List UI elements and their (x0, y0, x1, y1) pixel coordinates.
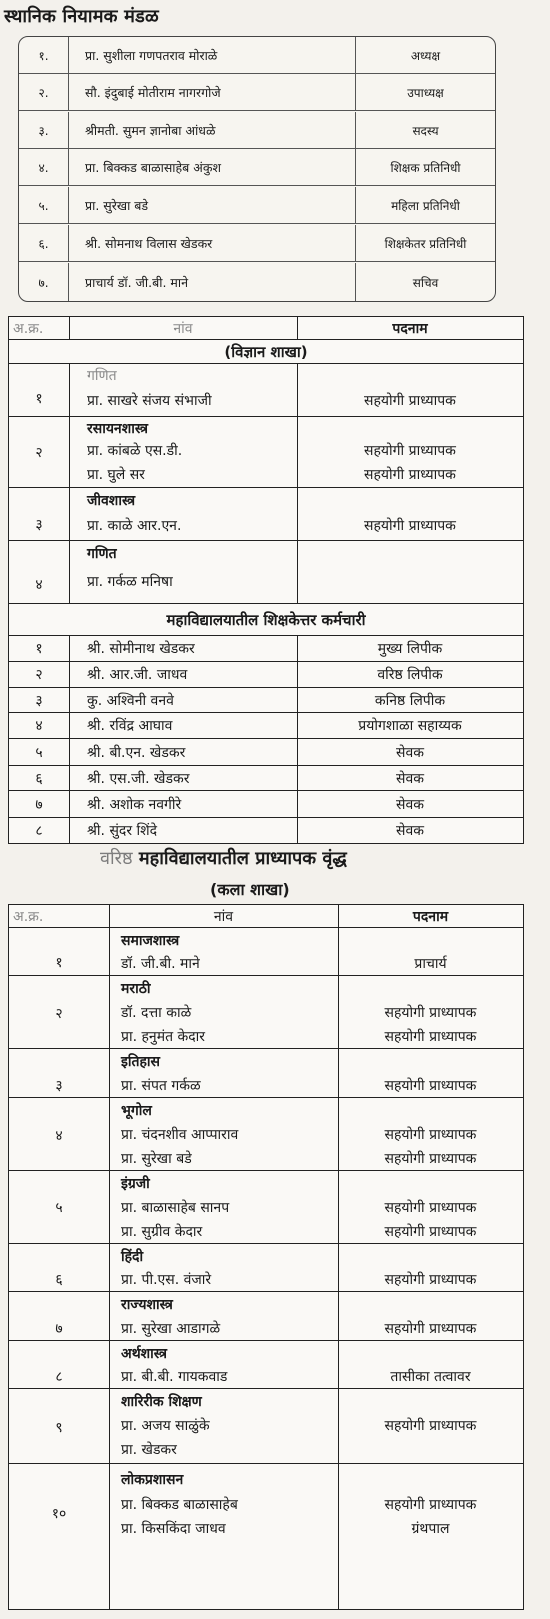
title-lead: वरिष्ठ (100, 848, 133, 869)
staff-name: प्रा. घुले सर (87, 466, 145, 483)
title-rest: महाविद्यालयातील प्राध्यापक वृंद्ध (138, 848, 347, 869)
staff-name: प्रा. चंदनशीव आप्पाराव (121, 1126, 239, 1143)
member-role: महिला प्रतिनिधी (391, 198, 460, 213)
staff-role: सेवक (396, 796, 424, 813)
subject-label: इंग्रजी (121, 1175, 150, 1192)
arts-band: (कला शाखा) (210, 880, 290, 899)
staff-role: प्रयोगशाळा सहाय्यक (358, 718, 462, 734)
header-name: नांव (173, 320, 193, 337)
member-role: सदस्य (412, 123, 439, 138)
non-teaching-staff-band: महाविद्यालयातील शिक्षकेत्तर कर्मचारी (9, 605, 523, 635)
row-number: ५. (19, 187, 69, 223)
table-row (19, 225, 495, 262)
staff-name: श्री. आर.जी. जाधव (87, 667, 188, 683)
staff-name: श्री. बी.एन. खेडकर (87, 744, 186, 761)
group-number: ५ (55, 1199, 63, 1216)
staff-role (297, 567, 523, 595)
group-number: ४ (55, 1127, 63, 1144)
row-number: २ (35, 667, 43, 683)
subject-label: गणित (87, 367, 117, 384)
staff-role: सहयोगी प्राध्यापक (384, 1028, 477, 1045)
staff-role: सहयोगी प्राध्यापक (384, 1150, 477, 1167)
subject-label: लोकप्रशासन (121, 1471, 184, 1488)
member-name: श्री. सोमनाथ विलास खेडकर (69, 225, 356, 261)
staff-role: कनिष्ठ लिपीक (374, 692, 446, 709)
header-serial: अ.क्र. (13, 908, 44, 925)
staff-role: सहयोगी प्राध्यापक (384, 1271, 477, 1288)
staff-name: प्रा. हनुमंत केदार (121, 1028, 206, 1045)
staff-name: प्रा. खेडकर (121, 1441, 177, 1458)
row-number: ८ (35, 823, 43, 839)
staff-name: प्रा. किसकिंदा जाधव (121, 1520, 226, 1537)
member-role: सचिव (412, 275, 439, 290)
committee-title: स्थानिक नियामक मंडळ (4, 6, 159, 27)
row-number: ६. (19, 225, 69, 261)
member-role: उपाध्यक्ष (407, 85, 444, 100)
group-number: ३ (35, 516, 43, 533)
header-role: पदनाम (392, 320, 428, 337)
member-name: प्रा. बिक्कड बाळासाहेब अंकुश (69, 149, 356, 185)
staff-role: मुख्य लिपीक (377, 641, 443, 657)
member-name: प्राचार्य डॉ. जी.बी. माने (69, 263, 356, 301)
staff-name: श्री. एस.जी. खेडकर (87, 770, 190, 787)
table-row (19, 112, 495, 149)
staff-name: श्री. रविंद्र आघाव (87, 718, 173, 734)
group-number: ४ (35, 576, 43, 593)
staff-name: प्रा. कांबळे एस.डी. (87, 442, 183, 459)
staff-name: डॉ. जी.बी. माने (121, 955, 200, 972)
staff-role (338, 1437, 523, 1461)
staff-role: सहयोगी प्राध्यापक (384, 1320, 477, 1337)
table-row (19, 263, 495, 301)
table-row (19, 74, 495, 111)
group-number: ३ (55, 1077, 63, 1094)
staff-name: श्री. सोमीनाथ खेडकर (87, 641, 195, 657)
group-number: ७ (55, 1320, 63, 1337)
row-number: २. (19, 74, 69, 110)
science-band: (विज्ञान शाखा) (9, 340, 523, 363)
staff-role: वरिष्ठ लिपीक (377, 667, 443, 683)
staff-role: सहयोगी प्राध्यापक (364, 392, 456, 409)
committee-table (18, 36, 496, 302)
subject-label: जीवशास्त्र (87, 492, 136, 509)
subject-label: भूगोल (121, 1102, 152, 1119)
row-number: ७ (35, 796, 43, 813)
group-number: १ (55, 954, 63, 971)
subject-label: समाजशास्त्र (121, 932, 180, 949)
group-number: १ (35, 390, 43, 407)
staff-name: प्रा. गर्कळ मनिषा (87, 573, 173, 590)
staff-name: श्री. अशोक नवगीरे (87, 796, 182, 813)
staff-name: प्रा. बाळासाहेब सानप (121, 1199, 230, 1216)
member-name: सौ. इंदुबाई मोतीराम नागरगोजे (69, 74, 356, 110)
member-role: शिक्षकेतर प्रतिनिधी (384, 236, 467, 251)
subject-label: मराठी (121, 980, 151, 997)
science-staff-table (8, 316, 524, 844)
staff-name: प्रा. काळे आर.एन. (87, 517, 182, 534)
row-number: ४. (19, 149, 69, 185)
staff-name: कु. अश्विनी वनवे (87, 692, 174, 709)
row-number: ६ (35, 770, 43, 787)
staff-name: प्रा. संपत गर्कळ (121, 1077, 201, 1094)
subject-label: इतिहास (121, 1053, 161, 1070)
staff-role: सहयोगी प्राध्यापक (384, 1417, 477, 1434)
staff-name: प्रा. बिक्कड बाळासाहेब (121, 1496, 238, 1513)
staff-role: सहयोगी प्राध्यापक (384, 1004, 477, 1021)
table-row (19, 187, 495, 224)
staff-role: तासीका तत्वावर (390, 1368, 471, 1385)
staff-role: सहयोगी प्राध्यापक (384, 1496, 477, 1513)
group-number: २ (35, 444, 43, 461)
arts-faculty-title (100, 846, 500, 870)
row-number: १. (19, 37, 69, 73)
table-row (19, 37, 495, 74)
staff-name: प्रा. बी.बी. गायकवाड (121, 1368, 228, 1385)
staff-role: सहयोगी प्राध्यापक (364, 517, 456, 534)
staff-name: प्रा. सुग्रीव केदार (121, 1223, 203, 1240)
group-number: ९ (55, 1419, 63, 1436)
subject-label: गणित (87, 545, 117, 562)
member-name: श्रीमती. सुमन ज्ञानोबा आंधळे (69, 112, 356, 148)
staff-role: सहयोगी प्राध्यापक (384, 1223, 477, 1240)
staff-role: सेवक (396, 823, 424, 839)
subject-label: हिंदी (121, 1248, 144, 1265)
staff-role: सेवक (396, 744, 424, 761)
group-number: ८ (55, 1368, 63, 1385)
staff-name: प्रा. सुरेखा आडागळे (121, 1320, 221, 1337)
header-serial: अ.क्र. (13, 320, 44, 337)
staff-role: सहयोगी प्राध्यापक (364, 466, 456, 483)
row-number: ३. (19, 112, 69, 148)
member-name: प्रा. सुशीला गणपतराव मोराळे (69, 37, 356, 73)
staff-role: सहयोगी प्राध्यापक (384, 1077, 477, 1094)
header-name: नांव (213, 908, 234, 925)
member-name: प्रा. सुरेखा बडे (69, 187, 356, 223)
row-number: ३ (35, 692, 43, 709)
staff-role: सेवक (396, 770, 424, 787)
staff-role: सहयोगी प्राध्यापक (384, 1126, 477, 1143)
table-row (19, 149, 495, 186)
staff-role: ग्रंथपाल (411, 1520, 450, 1537)
staff-name: प्रा. अजय साळुंके (121, 1417, 210, 1434)
row-number: ४ (35, 718, 43, 734)
group-number: ६ (55, 1271, 63, 1288)
row-number: १ (35, 641, 43, 657)
staff-role: सहयोगी प्राध्यापक (364, 442, 456, 459)
subject-label: रसायनशास्त्र (87, 420, 149, 437)
arts-staff-table (8, 904, 524, 1610)
group-number: २ (55, 1005, 63, 1022)
staff-role: प्राचार्य (414, 955, 447, 972)
member-role: अध्यक्ष (410, 48, 441, 63)
staff-role: सहयोगी प्राध्यापक (384, 1199, 477, 1216)
header-role: पदनाम (412, 908, 449, 925)
staff-name: डॉ. दत्ता काळे (121, 1004, 192, 1021)
subject-label: अर्थशास्त्र (121, 1345, 167, 1362)
staff-name: श्री. सुंदर शिंदे (87, 823, 158, 839)
row-number: ७. (19, 263, 69, 301)
staff-name: प्रा. साखरे संजय संभाजी (87, 392, 212, 409)
subject-label: राज्यशास्त्र (121, 1296, 173, 1313)
staff-name: प्रा. पी.एस. वंजारे (121, 1271, 212, 1288)
subject-label: शारिरीक शिक्षण (121, 1393, 202, 1410)
staff-name: प्रा. सुरेखा बडे (121, 1150, 192, 1167)
member-role: शिक्षक प्रतिनिधी (390, 160, 461, 175)
row-number: ५ (35, 744, 43, 761)
group-number: १० (51, 1505, 67, 1522)
